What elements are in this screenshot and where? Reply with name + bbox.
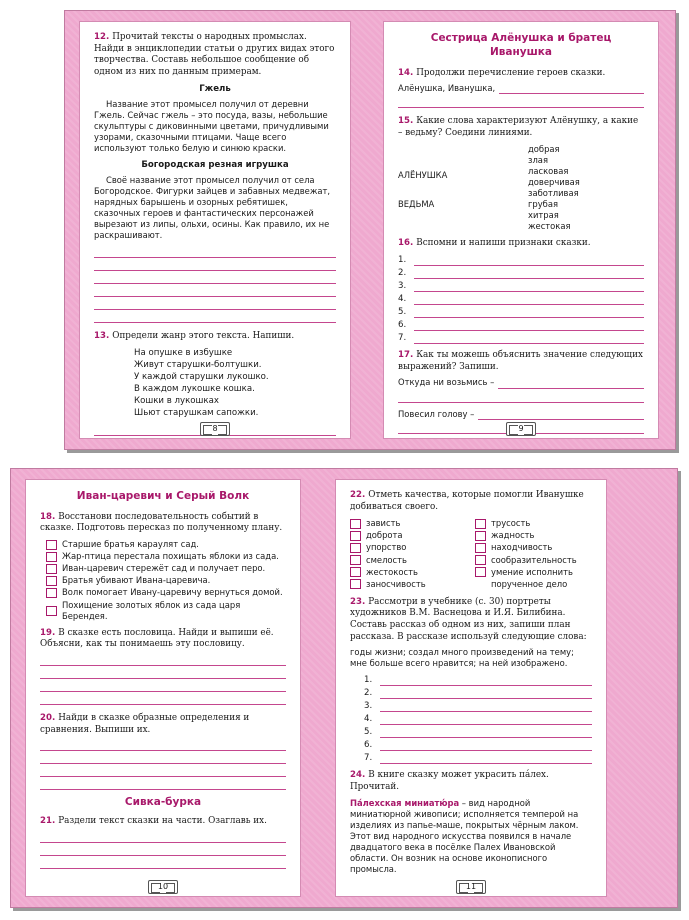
numbered-line[interactable]: 5. <box>398 305 644 318</box>
numbered-line[interactable]: 2. <box>398 266 644 279</box>
task-17 <box>398 350 644 373</box>
qualities-grid <box>350 517 592 591</box>
task-23-words: годы жизни; создал много произведений на тему; мне больше всего нравится; на ней изображено. <box>350 647 574 669</box>
write-line[interactable] <box>94 312 336 323</box>
task-text: Какие слова характеризуют Алёнушку, а какие – ведьму? Соедини линиями. <box>398 116 639 139</box>
write-line[interactable] <box>40 858 286 869</box>
write-line[interactable] <box>94 260 336 271</box>
bottom-spread <box>10 468 678 908</box>
task-19 <box>40 628 286 651</box>
adjective[interactable]: хитрая <box>528 209 559 220</box>
task-12 <box>94 32 336 78</box>
task-number: 19. <box>40 627 56 638</box>
expression-text: Откуда ни возьмись – <box>398 377 495 388</box>
numbered-line[interactable]: 3. <box>364 699 592 712</box>
page-8 <box>79 21 351 439</box>
numbered-line[interactable]: 1. <box>398 253 644 266</box>
write-line[interactable] <box>40 832 286 843</box>
page-11 <box>335 479 607 897</box>
poem-line: Кошки в лукошках <box>134 395 219 406</box>
event-row[interactable]: Жар-птица перестала похищать яблоки из сада. <box>46 551 286 562</box>
palekh-term: Па́лехская миниатю́ра <box>350 797 460 808</box>
numbered-line[interactable]: 5. <box>364 725 592 738</box>
quality-checkbox[interactable]: жестокость <box>350 567 467 578</box>
page-9 <box>383 21 659 439</box>
task-number: 13. <box>94 331 110 342</box>
task-number: 17. <box>398 350 414 361</box>
quality-continuation: порученное дело <box>491 578 568 589</box>
write-line[interactable] <box>398 392 644 403</box>
numbered-line[interactable]: 3. <box>398 279 644 292</box>
poem <box>134 347 336 419</box>
quality-checkbox[interactable]: заносчивость <box>350 579 467 590</box>
event-row[interactable]: Волк помогает Ивану-царевичу вернуться домой. <box>46 587 286 598</box>
poem-line: Живут старушки-болтушки. <box>134 359 262 370</box>
write-line[interactable] <box>398 97 644 108</box>
number-box[interactable] <box>46 552 57 562</box>
task-number: 21. <box>40 816 56 827</box>
poem-line: Шьют старушкам сапожки. <box>134 407 259 418</box>
gzhel-text: Название этот промысел получил от деревни Гжель. Сейчас гжель – это посуда, вазы, небольшие скульптуры с диковинными цветами, причудливыми узорами, сказочными птицами. Чаще всего используют только белую и синюю краски. <box>94 98 329 154</box>
quality-checkbox[interactable]: упорство <box>350 542 467 553</box>
task-20 <box>40 713 286 736</box>
adjective[interactable]: грубая <box>528 198 559 209</box>
page-10 <box>25 479 301 897</box>
write-line[interactable] <box>498 379 644 389</box>
task-18 <box>40 512 286 535</box>
write-line[interactable] <box>40 681 286 692</box>
quality-checkbox[interactable]: сообразительность <box>475 555 592 566</box>
task-number: 14. <box>398 67 414 78</box>
task-number: 16. <box>398 237 414 248</box>
answer-start: Алёнушка, Иванушка, <box>398 83 496 94</box>
write-line[interactable] <box>40 740 286 751</box>
task-number: 12. <box>94 32 110 42</box>
events-list <box>46 539 286 622</box>
write-line[interactable] <box>40 766 286 777</box>
number-box[interactable] <box>46 606 57 616</box>
quality-checkbox[interactable]: находчивость <box>475 542 592 553</box>
palekh-text: – вид народной миниатюрной живописи; исполняется темперой на изделиях из папье-маше, покрытых чёрным лаком. Этот вид народного искусства появился в начале двадцатого века в посёлке Палех Ивановской области. Он возник на основе иконописного промысла. <box>350 797 579 875</box>
task-text: Определи жанр этого текста. Напиши. <box>112 331 295 342</box>
write-line[interactable] <box>40 753 286 764</box>
numbered-line[interactable]: 7. <box>398 331 644 344</box>
page-number: 9 <box>506 422 536 436</box>
page-number: 11 <box>456 880 486 894</box>
task-14 <box>398 68 644 80</box>
quality-checkbox[interactable]: трусость <box>475 518 592 529</box>
numbered-lines <box>364 673 592 764</box>
matching-exercise <box>398 144 644 232</box>
write-line[interactable] <box>40 845 286 856</box>
write-line[interactable] <box>499 84 644 94</box>
heroes-answer <box>398 83 644 94</box>
number-box[interactable] <box>46 564 57 574</box>
quality-checkbox[interactable]: доброта <box>350 530 467 541</box>
task-text: Вспомни и напиши признаки сказки. <box>416 237 591 248</box>
task-text: Продолжи перечисление героев сказки. <box>416 67 606 78</box>
event-row[interactable]: Братья убивают Ивана-царевича. <box>46 575 286 586</box>
expression-1 <box>398 377 644 388</box>
write-line[interactable] <box>40 668 286 679</box>
task-text: Как ты можешь объяснить значение следующих выражений? Запиши. <box>398 350 643 372</box>
top-spread <box>64 10 676 450</box>
write-line[interactable] <box>94 286 336 297</box>
task-number: 15. <box>398 116 414 127</box>
adjective[interactable]: заботливая <box>528 187 579 198</box>
quality-checkbox[interactable]: смелость <box>350 555 467 566</box>
poem-line: На опушке в избушке <box>134 347 233 358</box>
gzhel-title: Гжель <box>199 84 231 95</box>
number-box[interactable] <box>46 588 57 598</box>
write-line[interactable] <box>40 655 286 666</box>
expression-2 <box>398 409 644 420</box>
write-line[interactable] <box>478 410 644 420</box>
numbered-line[interactable]: 4. <box>364 712 592 725</box>
numbered-line[interactable]: 7. <box>364 751 592 764</box>
quality-checkbox[interactable]: зависть <box>350 518 467 529</box>
write-line[interactable] <box>40 779 286 790</box>
numbered-line[interactable]: 2. <box>364 686 592 699</box>
write-line[interactable] <box>94 273 336 284</box>
task-number: 23. <box>350 596 366 607</box>
expression-text: Повесил голову – <box>398 408 475 419</box>
task-text: Рассмотри в учебнике (с. 30) портреты художников В.М. Васнецова и И.Я. Билибина. Составь рассказ об одном из них, запиши план рассказа. В рассказе используй следующие слова: <box>350 596 587 642</box>
task-16 <box>398 238 644 250</box>
task-text: В сказке есть пословица. Найди и выпиши её. Объясни, как ты понимаешь эту пословицу. <box>40 627 274 650</box>
task-text: Прочитай тексты о народных промыслах. Найди в энциклопедии статьи о других видах этого творчества. Составь небольшое сообщение об одном из них по данным примерам. <box>94 32 335 77</box>
task-13 <box>94 331 336 343</box>
answer-lines <box>40 655 286 705</box>
adjective[interactable]: доверчивая <box>528 176 580 187</box>
numbered-lines <box>398 253 644 344</box>
task-number: 20. <box>40 712 56 723</box>
poem-line: В каждом лукошке кошка. <box>134 383 255 394</box>
answer-lines <box>94 247 336 323</box>
event-row[interactable]: Похищение золотых яблок из сада царя Берендея. <box>46 600 286 622</box>
story-title: Иван-царевич и Серый Волк <box>76 490 250 502</box>
task-number: 18. <box>40 511 56 522</box>
task-text: Восстанови последовательность событий в сказке. Подготовь пересказ по полученному плану. <box>40 511 283 534</box>
numbered-line[interactable]: 4. <box>398 292 644 305</box>
write-line[interactable] <box>94 299 336 310</box>
story-title: Сивка-бурка <box>124 796 202 809</box>
quality-checkbox[interactable]: умение исполнить <box>475 567 592 578</box>
adjective[interactable]: ласковая <box>528 165 569 176</box>
answer-lines <box>40 740 286 790</box>
task-text: Найди в сказке образные определения и сравнения. Выпиши их. <box>40 712 250 735</box>
task-22 <box>350 490 592 513</box>
number-box[interactable] <box>46 576 57 586</box>
numbered-line[interactable]: 6. <box>364 738 592 751</box>
task-number: 24. <box>350 770 366 781</box>
task-23 <box>350 597 592 643</box>
adjective[interactable]: добрая <box>528 143 560 154</box>
adjective[interactable]: жестокая <box>528 220 571 231</box>
palekh-definition <box>350 798 592 876</box>
adjective[interactable]: злая <box>528 154 548 165</box>
bogorod-title: Богородская резная игрушка <box>141 160 289 171</box>
story-title: Сестрица Алёнушка и братец Иванушка <box>430 32 612 58</box>
quality-checkbox[interactable]: жадность <box>475 530 592 541</box>
word-alenushka[interactable]: АЛЁНУШКА <box>398 169 448 180</box>
task-21 <box>40 816 286 828</box>
event-row[interactable]: Старшие братья караулят сад. <box>46 539 286 550</box>
event-row[interactable]: Иван-царевич стережёт сад и получает перо. <box>46 563 286 574</box>
answer-lines <box>40 832 286 869</box>
task-text: В книге сказку может украсить па́лех. Прочитай. <box>350 770 549 793</box>
page-number: 8 <box>200 422 230 436</box>
poem-line: У каждой старушки лукошко. <box>134 371 269 382</box>
word-vedma[interactable]: ВЕДЬМА <box>398 198 435 209</box>
page-number: 10 <box>148 880 178 894</box>
task-15 <box>398 116 644 139</box>
numbered-line[interactable]: 6. <box>398 318 644 331</box>
task-24 <box>350 770 592 793</box>
task-text: Раздели текст сказки на части. Озаглавь их. <box>58 816 267 827</box>
task-text: Отметь качества, которые помогли Иванушке добиваться своего. <box>350 490 584 512</box>
numbered-line[interactable]: 1. <box>364 673 592 686</box>
write-line[interactable] <box>94 247 336 258</box>
bogorod-text: Своё название этот промысел получил от села Богородское. Фигурки зайцев и забавных медвежат, нарядных барышень и озорных ребятишек, сказочных героев и фантастических персонажей вырезают из липы, ольхи, осины. Как правило, их не раскрашивают. <box>94 174 331 241</box>
task-number: 22. <box>350 490 366 500</box>
write-line[interactable] <box>40 694 286 705</box>
number-box[interactable] <box>46 540 57 550</box>
